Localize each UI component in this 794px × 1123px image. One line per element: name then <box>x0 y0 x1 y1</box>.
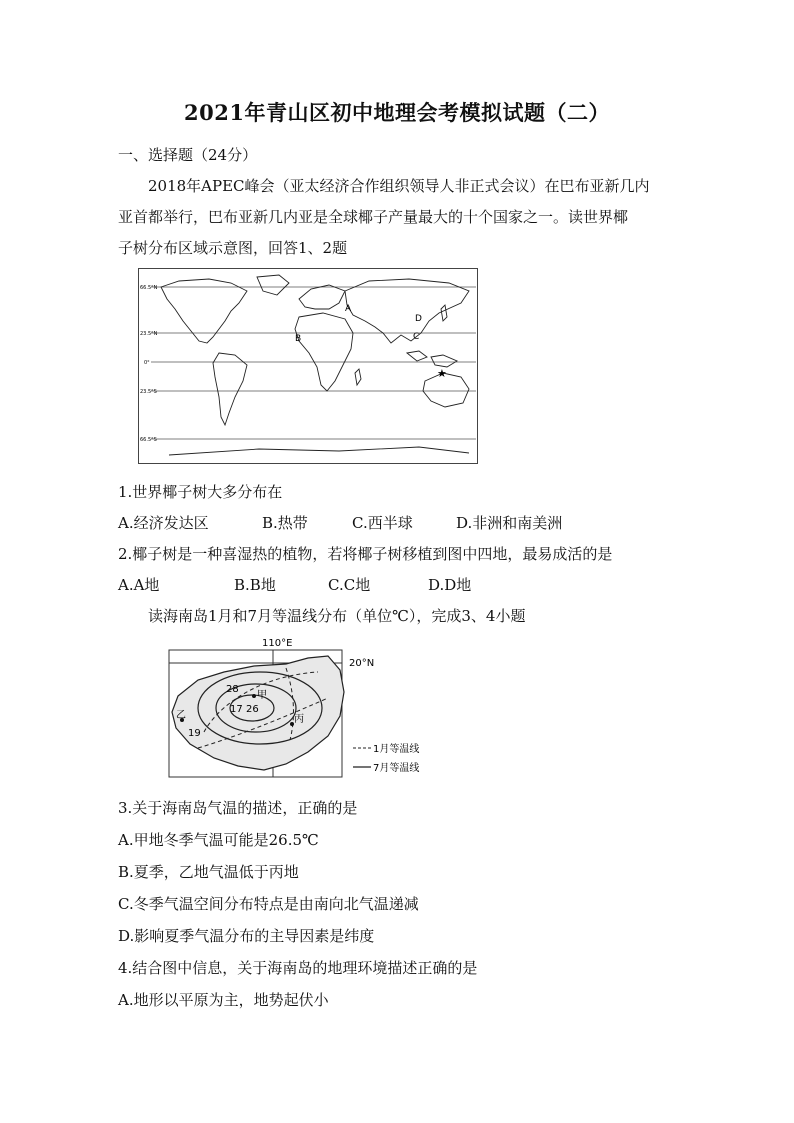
q2-option-d[interactable]: D.D地 <box>428 576 472 594</box>
png-star-marker: ★ <box>437 367 447 380</box>
world-coconut-map <box>138 268 478 464</box>
iso-label-28: 28 <box>226 684 239 695</box>
intro-paragraph-line-3: 子树分布区域示意图，回答1、2题 <box>118 239 348 257</box>
q1-option-b[interactable]: B.热带 <box>262 514 308 532</box>
lat-label-23n: 23.5°N <box>140 331 158 337</box>
q2-option-a[interactable]: A.A地 <box>118 576 160 594</box>
section-heading: 一、选择题（24分） <box>118 146 258 164</box>
q3-option-c[interactable]: C.冬季气温空间分布特点是由南向北气温递减 <box>118 895 419 913</box>
q3-option-d[interactable]: D.影响夏季气温分布的主导因素是纬度 <box>118 927 375 945</box>
point-c-label: C <box>413 332 420 342</box>
hainan-isotherm-map <box>168 636 448 781</box>
world-map-svg <box>139 269 476 462</box>
q2-option-b[interactable]: B.B地 <box>234 576 276 594</box>
q2-stem: 2.椰子树是一种喜湿热的植物，若将椰子树移植到图中四地，最易成活的是 <box>118 545 613 563</box>
iso-label-26: 26 <box>246 704 259 715</box>
q1-option-c[interactable]: C.西半球 <box>352 514 413 532</box>
hainan-map-svg <box>168 636 448 781</box>
point-b-label: B <box>295 334 302 344</box>
lat-label-66n: 66.5°N <box>140 285 158 291</box>
lat-label-66s: 66.5°S <box>140 437 157 443</box>
intro-paragraph-line-2: 亚首都举行，巴布亚新几内亚是全球椰子产量最大的十个国家之一。读世界椰 <box>118 208 629 226</box>
q4-option-a[interactable]: A.地形以平原为主，地势起伏小 <box>118 991 329 1009</box>
place-bing-label: 丙 <box>294 714 304 725</box>
q2-option-c[interactable]: C.C地 <box>328 576 371 594</box>
intro-hainan: 读海南岛1月和7月等温线分布（单位℃），完成3、4小题 <box>148 607 526 625</box>
intro-paragraph-line-1: 2018年APEC峰会（亚太经济合作组织领导人非正式会议）在巴布亚新几内 <box>148 177 650 195</box>
q3-option-b[interactable]: B.夏季，乙地气温低于丙地 <box>118 863 299 881</box>
place-yi-label: 乙 <box>176 710 186 721</box>
q3-option-a[interactable]: A.甲地冬季气温可能是26.5℃ <box>118 831 319 849</box>
place-jia-label: 甲 <box>257 690 267 701</box>
q1-option-a[interactable]: A.经济发达区 <box>118 514 209 532</box>
lat-label-equator: 0° <box>144 360 150 366</box>
iso-label-19: 19 <box>188 728 201 739</box>
page-title: 2021年青山区初中地理会考模拟试题（二） <box>184 100 610 125</box>
legend-january: 1月等温线 <box>373 744 420 755</box>
q1-stem: 1.世界椰子树大多分布在 <box>118 483 283 501</box>
point-a-label: A <box>345 304 352 314</box>
legend-july: 7月等温线 <box>373 763 420 774</box>
iso-label-17: 17 <box>230 704 243 715</box>
point-d-label: D <box>415 314 422 324</box>
q3-stem: 3.关于海南岛气温的描述，正确的是 <box>118 799 358 817</box>
q4-stem: 4.结合图中信息，关于海南岛的地理环境描述正确的是 <box>118 959 478 977</box>
lon-label-110e: 110°E <box>262 638 293 649</box>
lat-label-20n: 20°N <box>349 658 375 669</box>
q1-option-d[interactable]: D.非洲和南美洲 <box>456 514 563 532</box>
lat-label-23s: 23.5°S <box>140 389 157 395</box>
